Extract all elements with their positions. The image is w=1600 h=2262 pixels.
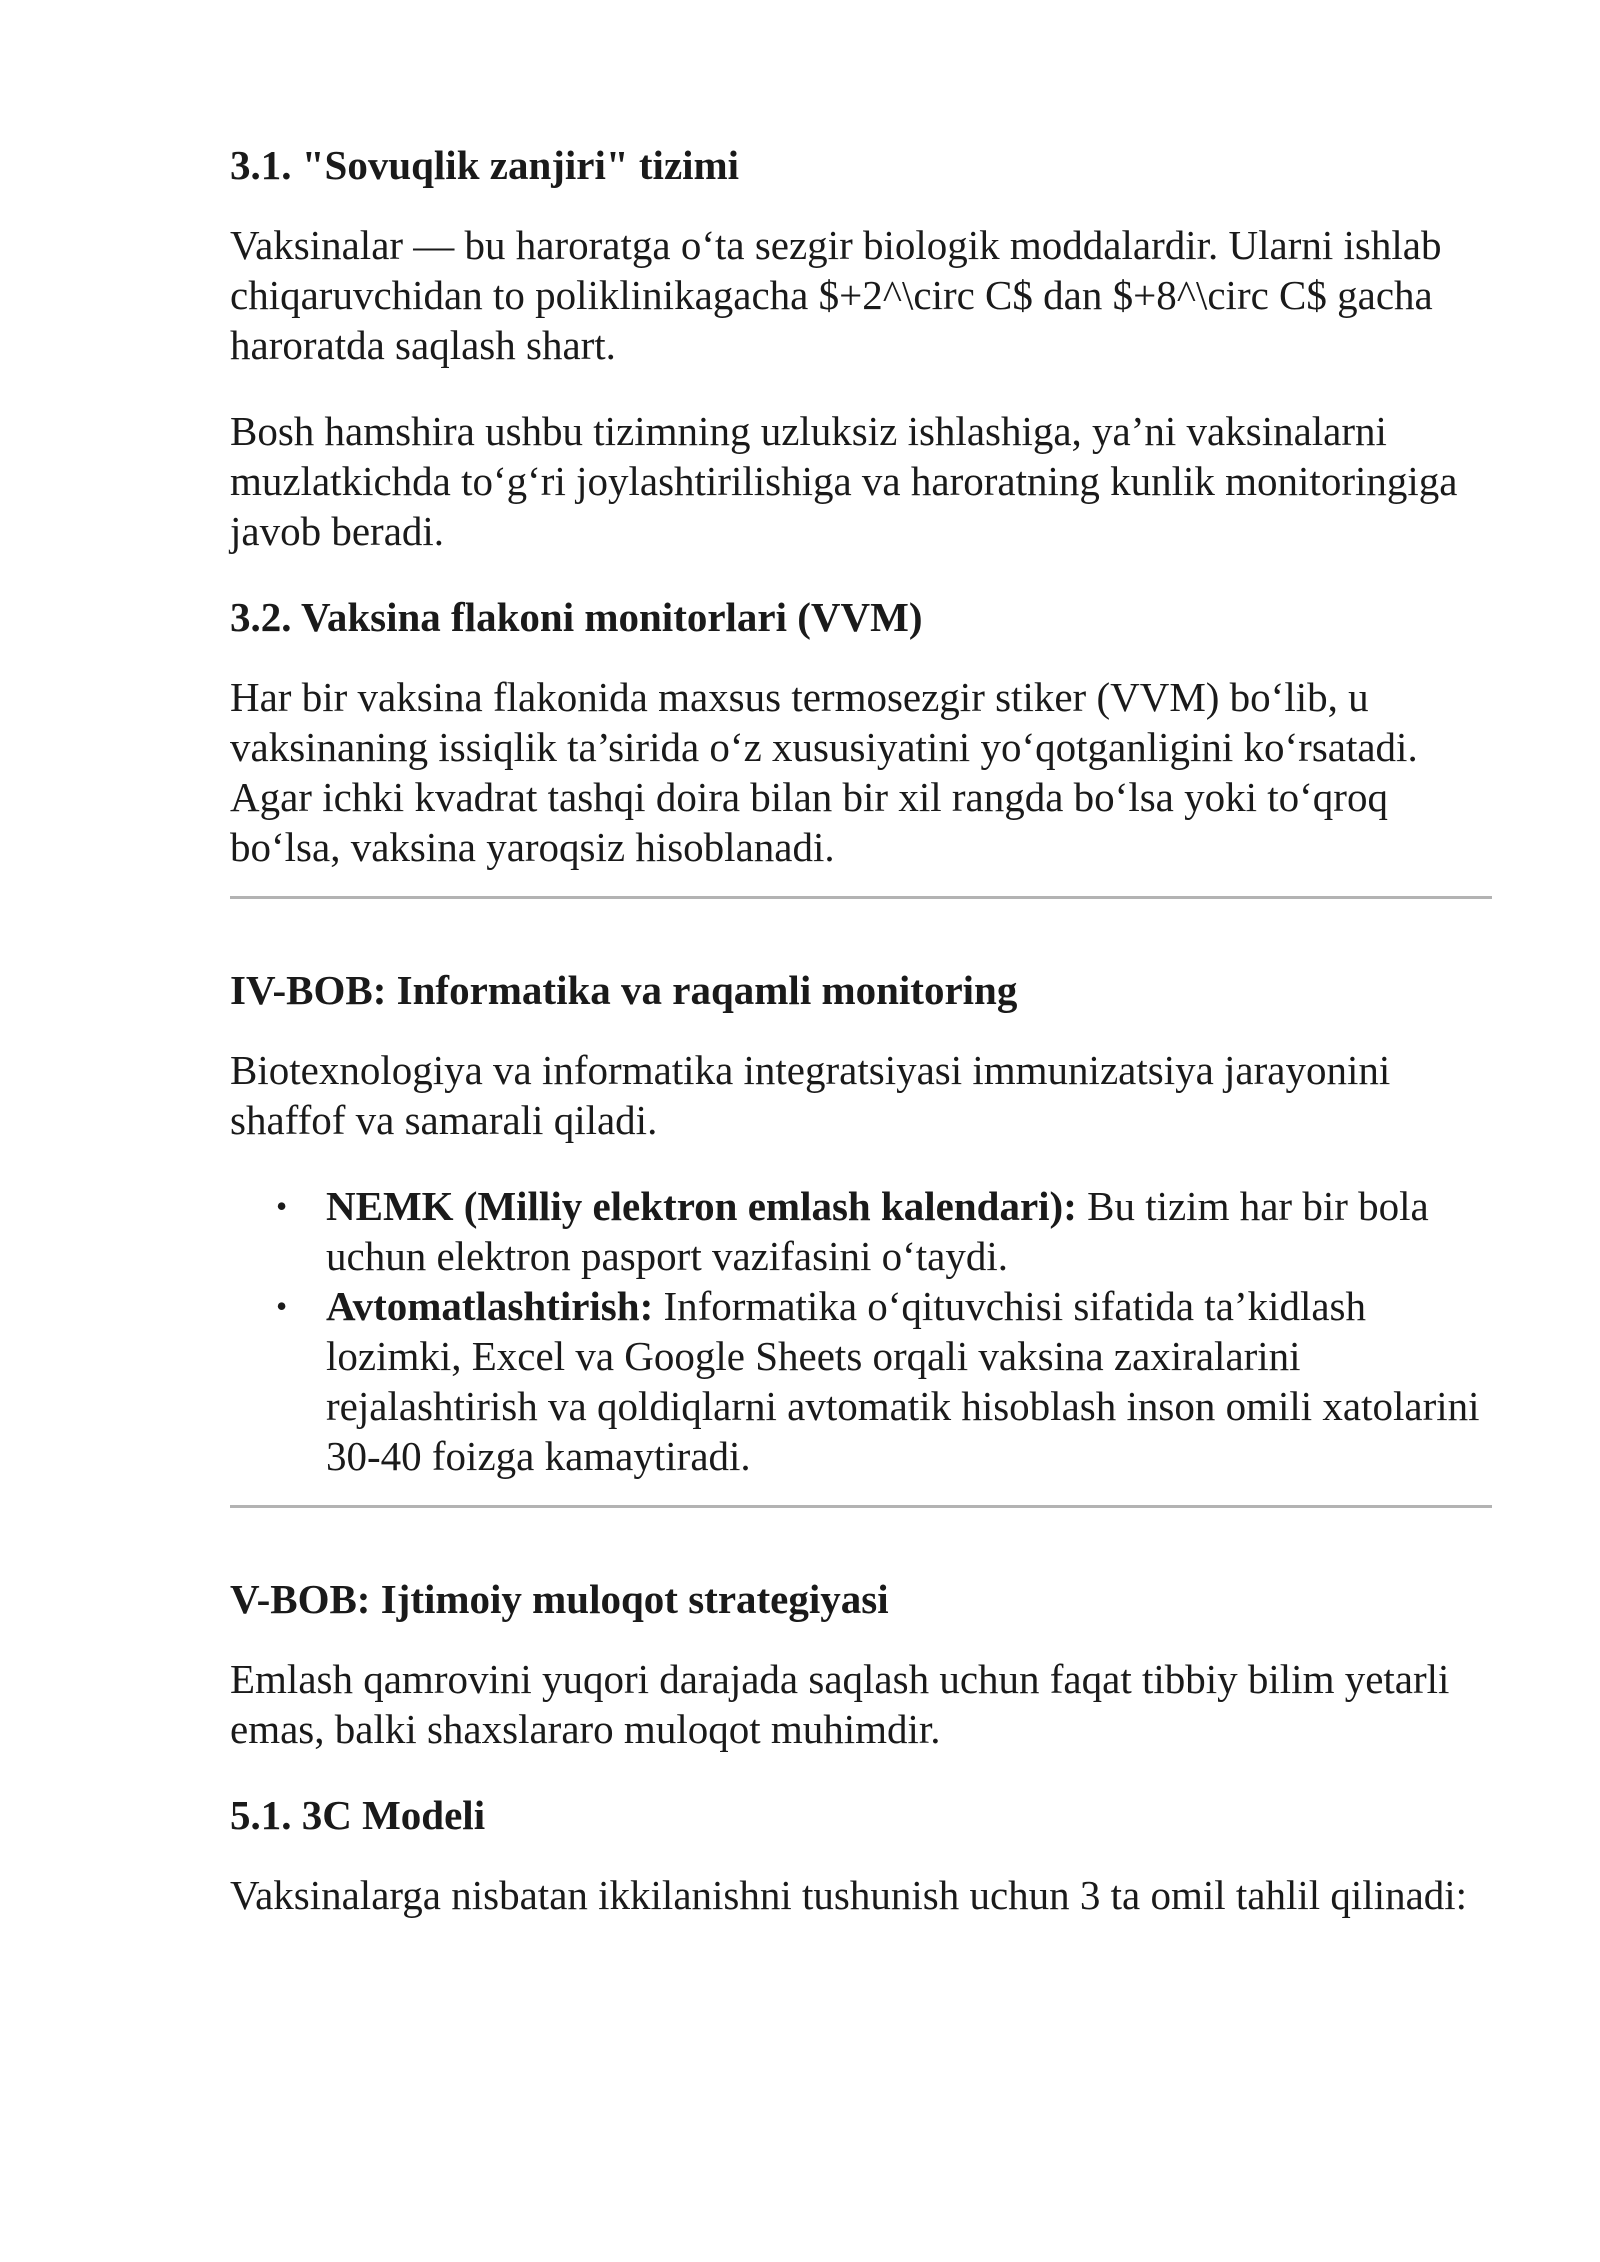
list-item [276,1181,1492,1281]
section-heading-3-1: 3.1. "Sovuqlik zanjiri" tizimi [230,142,740,188]
section-heading-3-2: 3.2. Vaksina flakoni monitorlari (VVM) [230,594,923,640]
section-heading-5-1: 5.1. 3C Modeli [230,1792,486,1838]
bullet-icon: • [276,1288,288,1324]
section-divider [230,896,1492,899]
document-page [230,140,1492,1956]
paragraph: Biotexnologiya va informatika integratsiyasi immunizatsiya jarayonini shaffof va samarali qiladi. [230,1047,1391,1143]
paragraph: Bosh hamshira ushbu tizimning uzluksiz ishlashiga, ya’ni vaksinalarni muzlatkichda to‘g‘ri joylashtirilishiga va haroratning kunlik monitoringiga javob beradi. [230,408,1458,554]
chapter-heading-5: V-BOB: Ijtimoiy muloqot strategiyasi [230,1576,889,1622]
chapter-heading-4: IV-BOB: Informatika va raqamli monitoring [230,967,1018,1013]
list-item-term: Avtomatlashtirish: [326,1283,654,1329]
section-divider [230,1505,1492,1508]
list-item-text: Bu tizim har bir bola uchun elektron pasport vazifasini o‘taydi. [326,1183,1429,1279]
list-item-text: Informatika o‘qituvchisi sifatida ta’kidlash lozimki, Excel va Google Sheets orqali vaksina zaxiralarini rejalashtirish va qoldiqlarni avtomatik hisoblash inson omili xatolarini 30-40 foizga kamaytiradi. [326,1283,1480,1479]
paragraph: Har bir vaksina flakonida maxsus termosezgir stiker (VVM) bo‘lib, u vaksinaning issiqlik ta’sirida o‘z xususiyatini yo‘qotganligini ko‘rsatadi. Agar ichki kvadrat tashqi doira bilan bir xil rangda bo‘lsa yoki to‘qroq bo‘lsa, vaksina yaroqsiz hisoblanadi. [230,674,1418,870]
list-item [276,1281,1492,1481]
bullet-icon: • [276,1188,288,1224]
list-item-term: NEMK (Milliy elektron emlash kalendari): [326,1183,1077,1229]
bullet-list [230,1181,1492,1481]
paragraph: Emlash qamrovini yuqori darajada saqlash uchun faqat tibbiy bilim yetarli emas, balki shaxslararo muloqot muhimdir. [230,1656,1450,1752]
paragraph: Vaksinalarga nisbatan ikkilanishni tushunish uchun 3 ta omil tahlil qilinadi: [230,1872,1468,1918]
paragraph: Vaksinalar — bu haroratga o‘ta sezgir biologik moddalardir. Ularni ishlab chiqaruvchidan to poliklinikagacha $+2^\circ C$ dan $+8^\circ C$ gacha haroratda saqlash shart. [230,222,1442,368]
